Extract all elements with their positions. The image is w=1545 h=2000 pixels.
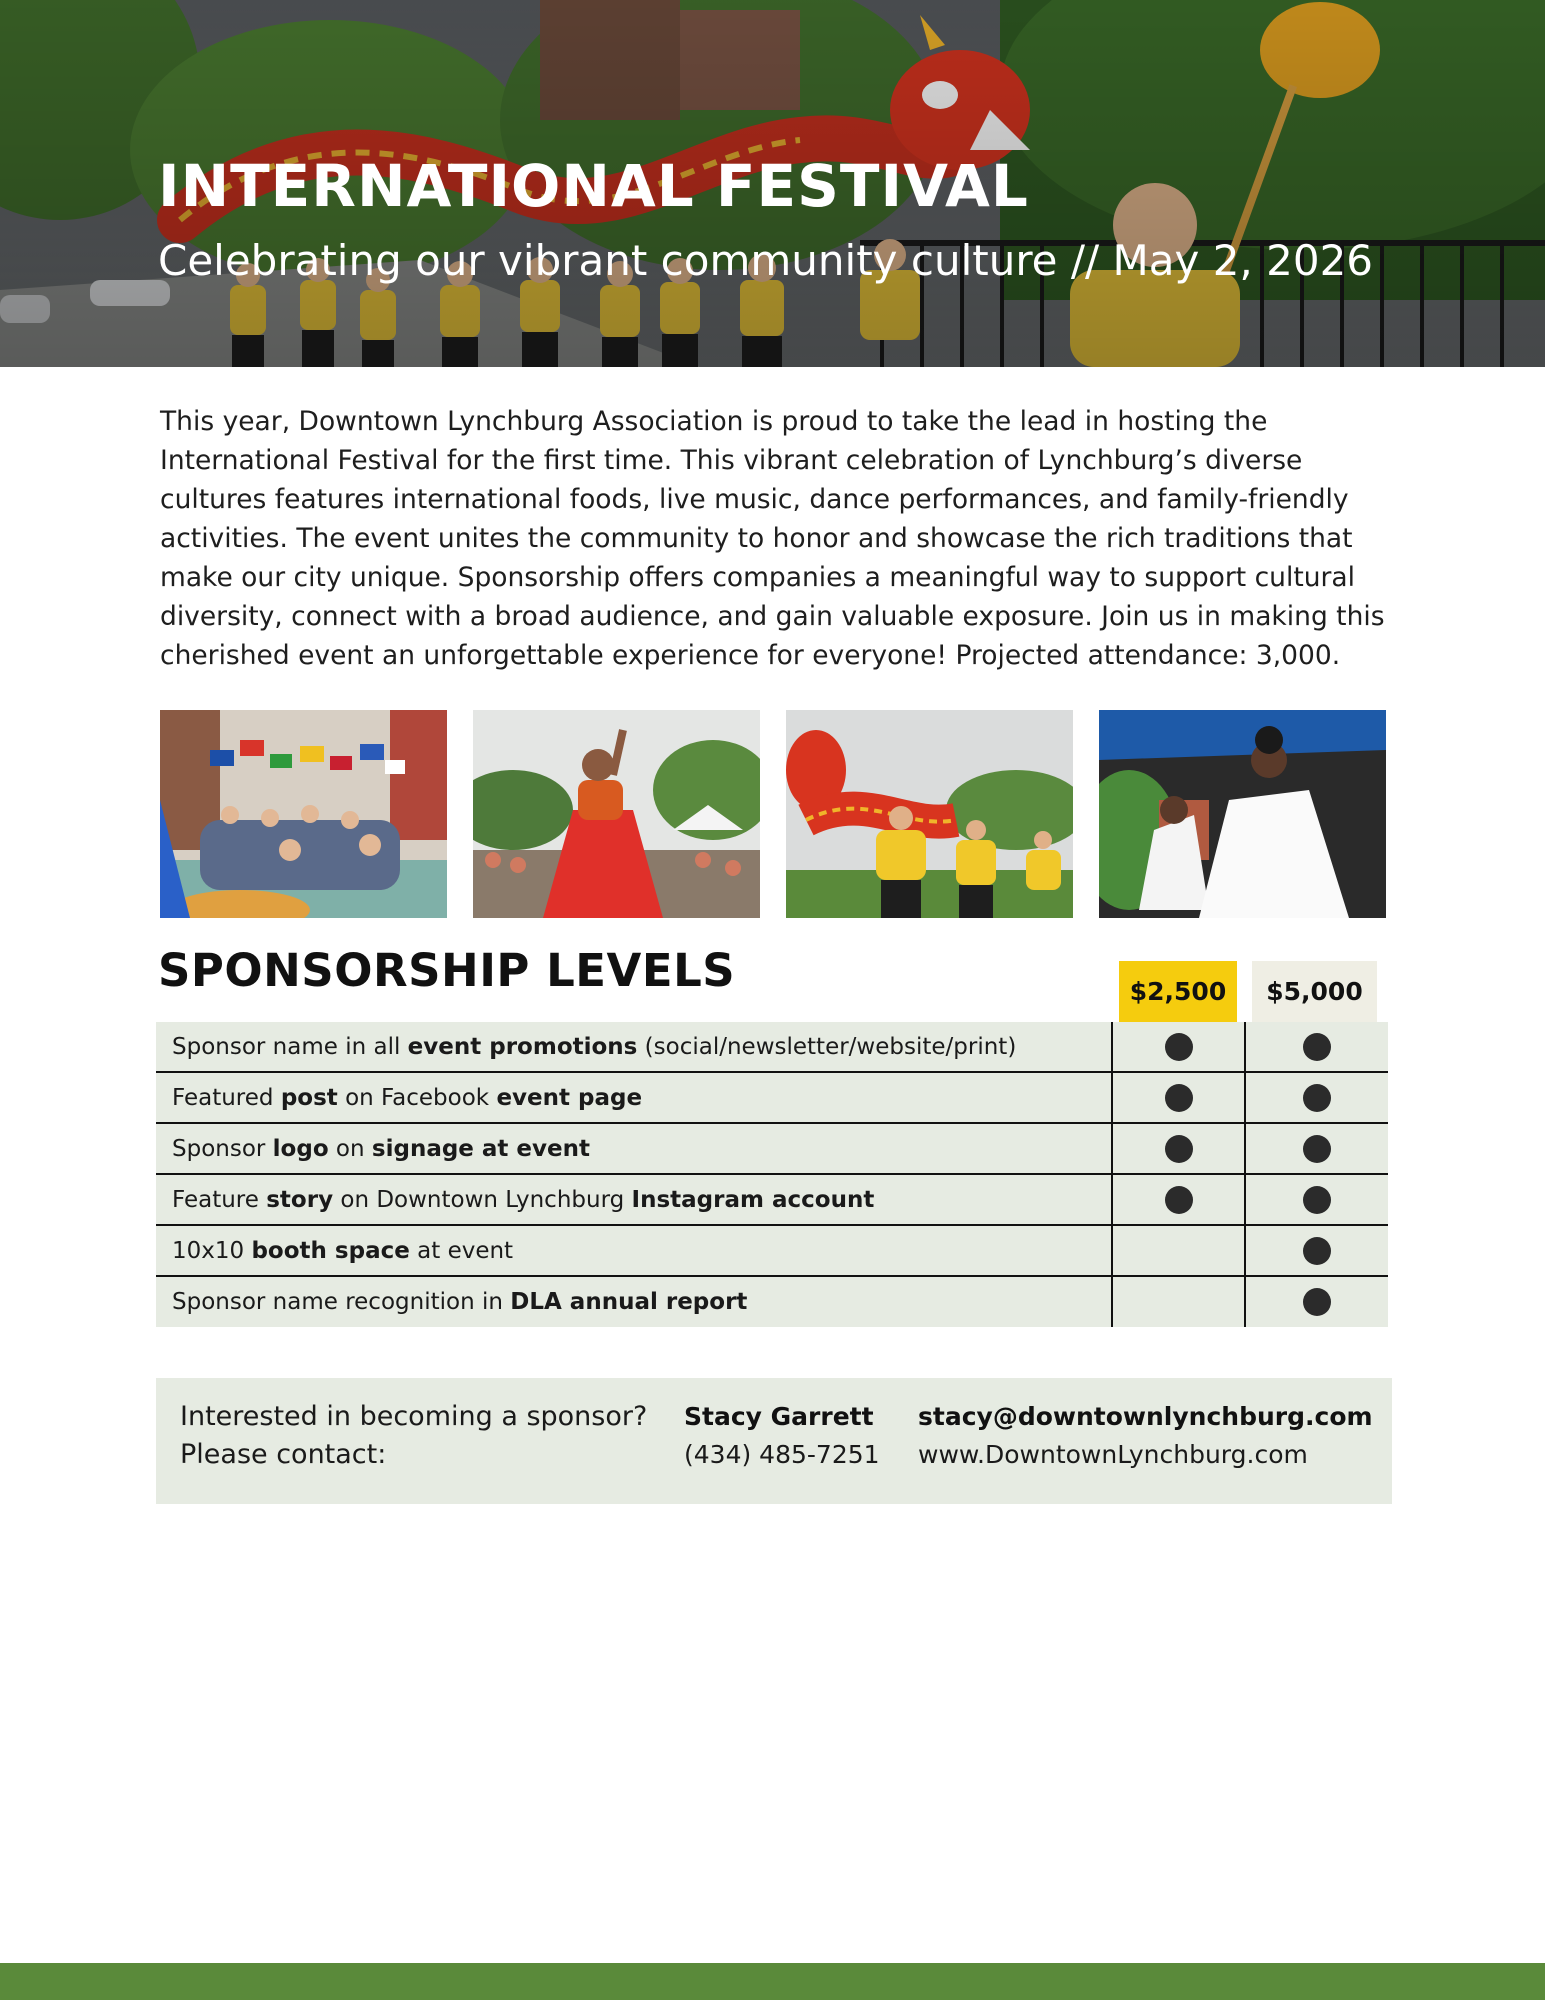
contact-phone[interactable]: (434) 485-7251 <box>684 1440 880 1469</box>
photo-strip <box>160 710 1386 918</box>
contact-website-link[interactable]: www.DowntownLynchburg.com <box>918 1440 1308 1469</box>
benefit-label-bold: story <box>266 1186 334 1213</box>
included-dot-icon <box>1303 1288 1331 1316</box>
included-dot-icon <box>1303 1084 1331 1112</box>
contact-prompt-line-1: Interested in becoming a sponsor? <box>180 1401 648 1432</box>
benefit-label-bold: booth space <box>251 1237 410 1264</box>
included-dot-icon <box>1165 1186 1193 1214</box>
tier-2500-cell <box>1111 1175 1244 1224</box>
benefit-row <box>156 1277 1388 1327</box>
contact-prompt-line-2: Please contact: <box>180 1439 387 1470</box>
intro-paragraph: This year, Downtown Lynchburg Association is proud to take the lead in hosting the International Festival for the first time. This vibrant celebration of Lynchburg’s diverse cultures features international foods, live music, dance performances, and family-friendly activities. The event unites the community to honor and showcase the rich traditions that make our city unique. Sponsorship offers companies a meaningful way to support cultural diversity, connect with a broad audience, and gain valuable exposure. Join us in making this cherished event an unforgettable experience for everyone! Projected attendance: 3,000. <box>160 406 1385 671</box>
festival-subtitle: Celebrating our vibrant community culture // May 2, 2026 <box>158 236 1374 285</box>
benefit-label-text: Feature <box>172 1186 267 1213</box>
tier-5000-header: $5,000 <box>1252 961 1377 1022</box>
sponsorship-heading: SPONSORSHIP LEVELS <box>158 944 736 997</box>
included-dot-icon <box>1165 1084 1193 1112</box>
included-dot-icon <box>1303 1135 1331 1163</box>
benefit-label-text: Featured <box>172 1084 281 1111</box>
benefit-label-text: Sponsor name in all <box>172 1033 408 1060</box>
benefit-row <box>156 1073 1388 1124</box>
benefit-label <box>172 1175 1102 1224</box>
included-dot-icon <box>1303 1186 1331 1214</box>
included-dot-icon <box>1165 1033 1193 1061</box>
tier-5000-cell <box>1244 1022 1388 1071</box>
benefits-table <box>156 1022 1388 1327</box>
benefit-label-text: Sponsor name recognition in <box>172 1288 511 1315</box>
tier-2500-cell <box>1111 1073 1244 1122</box>
tier-5000-cell <box>1244 1277 1388 1327</box>
benefit-label <box>172 1277 1102 1326</box>
photo-parade-flags <box>160 710 447 918</box>
hero-banner <box>0 0 1545 367</box>
benefit-label-text: on Downtown Lynchburg <box>333 1186 632 1213</box>
benefit-label-text: at event <box>409 1237 514 1264</box>
tier-2500-cell <box>1111 1022 1244 1071</box>
tier-5000-cell <box>1244 1175 1388 1224</box>
benefit-label-bold: event promotions <box>407 1033 638 1060</box>
contact-prompt <box>180 1398 647 1474</box>
benefit-label-text: on <box>328 1135 372 1162</box>
contact-name: Stacy Garrett <box>684 1402 874 1431</box>
benefit-label-bold: DLA annual report <box>510 1288 748 1315</box>
benefit-row <box>156 1226 1388 1277</box>
contact-email-link[interactable]: stacy@downtownlynchburg.com <box>918 1402 1373 1431</box>
benefit-label-text: on Facebook <box>337 1084 497 1111</box>
benefit-label <box>172 1073 1102 1122</box>
benefit-label <box>172 1226 1102 1275</box>
benefit-label-bold: signage at event <box>371 1135 590 1162</box>
benefit-label-text: (social/newsletter/website/print) <box>637 1033 1017 1060</box>
benefit-label-bold: Instagram account <box>631 1186 875 1213</box>
contact-panel <box>156 1378 1392 1504</box>
tier-5000-cell <box>1244 1073 1388 1122</box>
benefit-row <box>156 1022 1388 1073</box>
included-dot-icon <box>1303 1237 1331 1265</box>
benefit-label-text: 10x10 <box>172 1237 252 1264</box>
photo-dancer-red <box>473 710 760 918</box>
tier-2500-cell <box>1111 1277 1244 1327</box>
photo-dancers-white <box>1099 710 1386 918</box>
tier-5000-cell <box>1244 1124 1388 1173</box>
benefit-label-bold: post <box>280 1084 338 1111</box>
benefit-row <box>156 1175 1388 1226</box>
footer-bar <box>0 1963 1545 2000</box>
photo-dragon-dance <box>786 710 1073 918</box>
tier-2500-header: $2,500 <box>1119 961 1237 1022</box>
included-dot-icon <box>1165 1135 1193 1163</box>
tier-5000-cell <box>1244 1226 1388 1275</box>
benefit-label <box>172 1124 1102 1173</box>
benefit-label-text: Sponsor <box>172 1135 273 1162</box>
benefit-row <box>156 1124 1388 1175</box>
tier-2500-cell <box>1111 1226 1244 1275</box>
tier-2500-cell <box>1111 1124 1244 1173</box>
included-dot-icon <box>1303 1033 1331 1061</box>
benefit-label <box>172 1022 1102 1071</box>
benefit-label-bold: logo <box>272 1135 329 1162</box>
festival-title: INTERNATIONAL FESTIVAL <box>158 152 1029 220</box>
benefit-label-bold: event page <box>496 1084 643 1111</box>
